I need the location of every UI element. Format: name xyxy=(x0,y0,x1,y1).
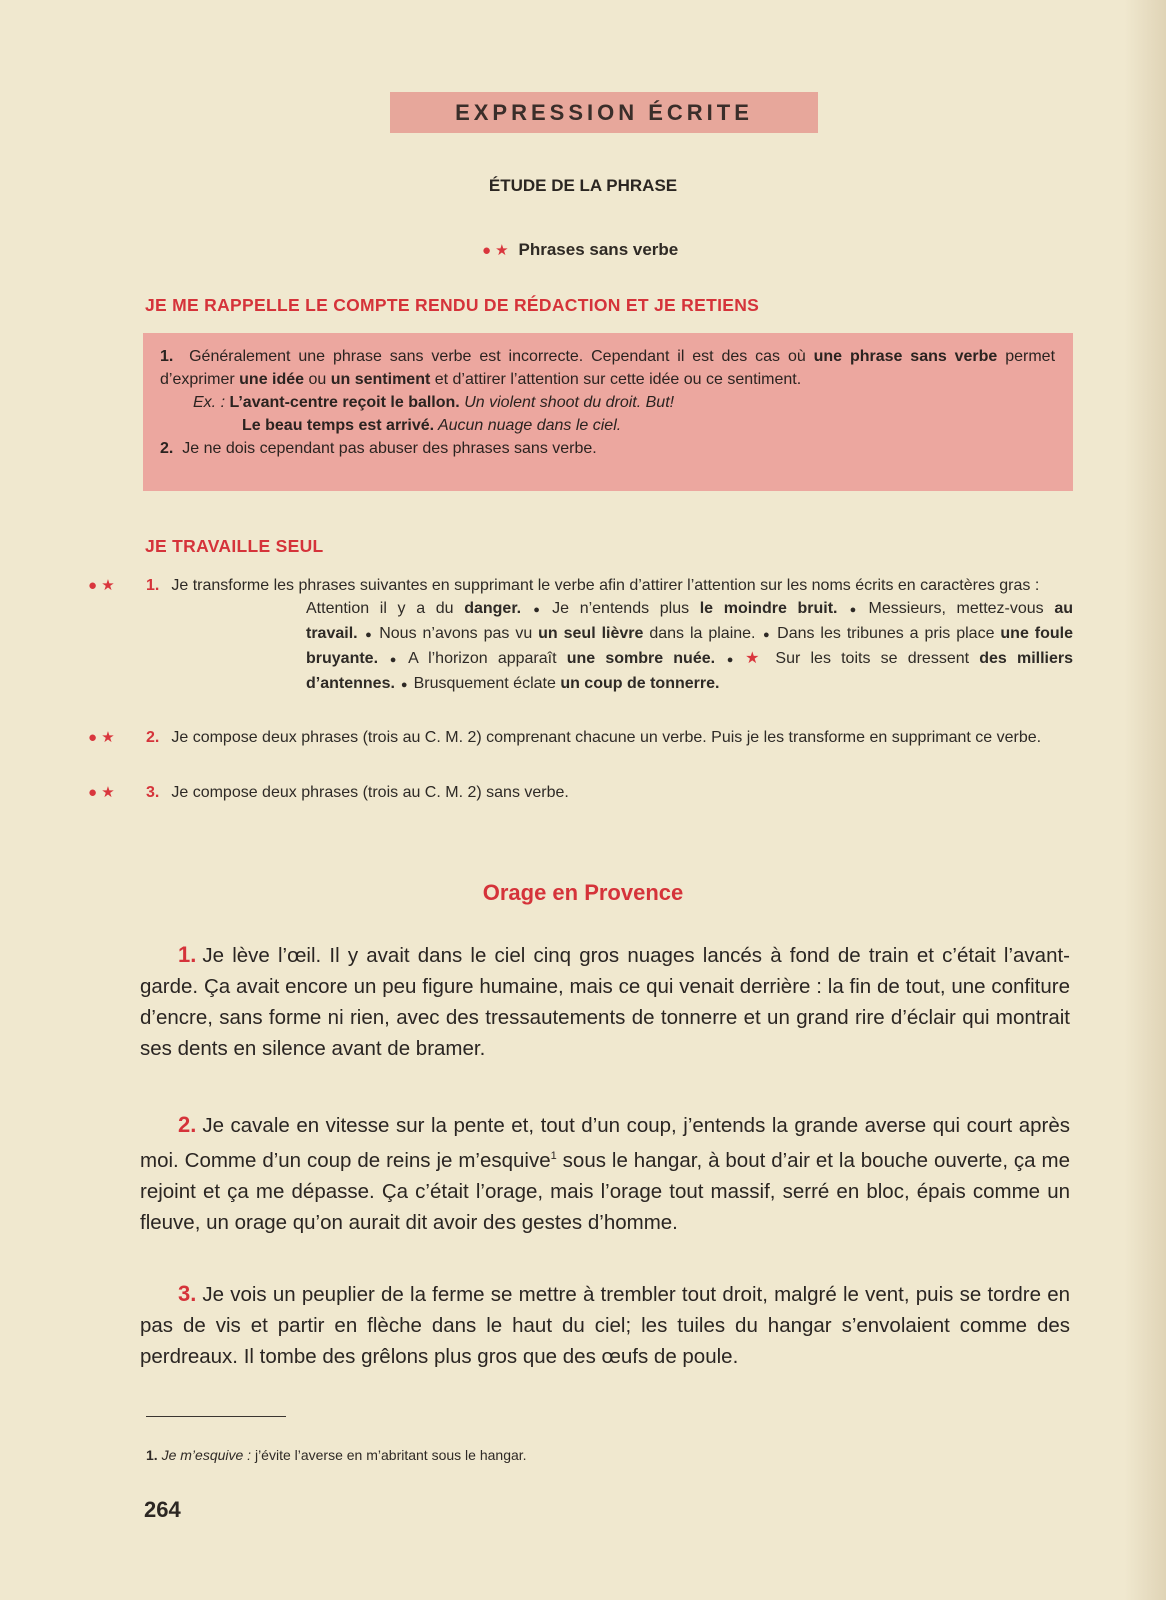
story-paragraph-1: 1. Je lève l’œil. Il y avait dans le ciel cinq gros nuages lancés à fond de train et c’était l’avant-garde. Ça avait encore un peu figure humaine, mais ce qui venait derrière : la fin de tout, une confiture d’encre, sans forme ni rien, avec des tressautements de tonnerre et un grand rire d’éclair qui montrait ses dents en silence avant de bramer. xyxy=(140,942,1070,1060)
exercise-instruction: Je transforme les phrases suivantes en supprimant le verbe afin d’attirer l’attention sur les noms écrits en caractères gras : xyxy=(171,577,1040,594)
footnote: 1. Je m’esquive : j’évite l’averse en m’abritant sous le hangar. xyxy=(146,1447,527,1463)
exercise-number: 2. xyxy=(146,729,160,746)
exercise-1 xyxy=(88,574,1073,697)
exercise-3 xyxy=(88,781,1073,804)
rule-example-1: Ex. : L’avant-centre reçoit le ballon. Un violent shoot du droit. But! xyxy=(193,394,675,411)
rule-example-2: Le beau temps est arrivé. Aucun nuage dans le ciel. xyxy=(242,417,622,434)
story-title: Orage en Provence xyxy=(482,880,684,905)
exercise-instruction: Je compose deux phrases (trois au C. M. 2) comprenant chacune un verbe. Puis je les transforme en supprimant ce verbe. xyxy=(171,729,1042,746)
red-star-icon: ★ xyxy=(495,242,509,259)
story-paragraph-2: 2. Je cavale en vitesse sur la pente et, tout d’un coup, j’entends la grande averse qui court après moi. Comme d’un coup de reins je m’esquive$^1$ sous le hangar, à bout d’air et la bouche ouverte, ça me rejoint et ça me dépasse. Ça c’était l’orage, mais l’orage tout massif, serré en bloc, épais comme un fleuve, un orage qu’on aurait dit avoir des gestes d’homme. xyxy=(140,1112,1070,1234)
footnote-ref: 1 xyxy=(550,1150,557,1162)
story-paragraph-3: 3. Je vois un peuplier de la ferme se mettre à trembler tout droit, malgré le vent, puis se tordre en pas de vis et partir en flèche dans le haut du ciel; les tuiles du hangar s’envolaient comme des perdreaux. Il tombe des grêlons plus gros que des œufs de poule. xyxy=(140,1281,1070,1368)
red-dot-icon: ● xyxy=(482,242,492,259)
rule-item-2: 2. Je ne dois cependant pas abuser des phrases sans verbe. xyxy=(160,440,597,457)
rule-item-1: 1. Généralement une phrase sans verbe est incorrecte. Cependant il est des cas où une phrase sans verbe permet d’exprimer une idée ou un sentiment et d’attirer l’attention sur cette idée ou ce sentiment. xyxy=(160,348,1056,388)
exercise-marks: ● ★ xyxy=(88,729,115,746)
paragraph-number: 2. xyxy=(178,1112,197,1137)
exercise-number: 1. xyxy=(146,577,160,594)
paragraph-number: 3. xyxy=(178,1281,197,1306)
banner-title: EXPRESSION ÉCRITE xyxy=(455,99,753,125)
page-edge-shadow xyxy=(1124,0,1166,1600)
exercise-marks: ● ★ xyxy=(88,577,115,594)
footnote-divider xyxy=(146,1416,286,1417)
exercise-marks: ● ★ xyxy=(88,784,115,801)
work-heading: JE TRAVAILLE SEUL xyxy=(145,536,324,556)
page-number: 264 xyxy=(144,1497,181,1522)
exercise-number: 3. xyxy=(146,784,160,801)
exercise-sentences: Attention il y a du danger. ● Je n’entends plus le moindre bruit. ● Messieurs, mettez-vous au travail. ● Nous n’avons pas vu un seul lièvre dans la plaine. ● Dans les tribunes a pris place une foule bruyante. ● A l’horizon apparaît une sombre nuée. ● ★ Sur les toits se dressent des milliers d’antennes. ● Brusquement éclate un coup de tonnerre. xyxy=(306,600,1074,692)
topic-label: Phrases sans verbe xyxy=(518,240,679,259)
topic-line xyxy=(482,240,678,260)
page-subtitle: ÉTUDE DE LA PHRASE xyxy=(488,176,678,195)
red-star-icon: ★ xyxy=(745,650,766,667)
exercise-2 xyxy=(88,726,1073,749)
section-banner xyxy=(390,92,818,133)
exercise-instruction: Je compose deux phrases (trois au C. M. 2) sans verbe. xyxy=(171,784,569,801)
paragraph-number: 1. xyxy=(178,942,197,967)
rule-text xyxy=(160,345,1055,460)
rule-heading: JE ME RAPPELLE LE COMPTE RENDU DE RÉDACTION ET JE RETIENS xyxy=(145,295,760,315)
